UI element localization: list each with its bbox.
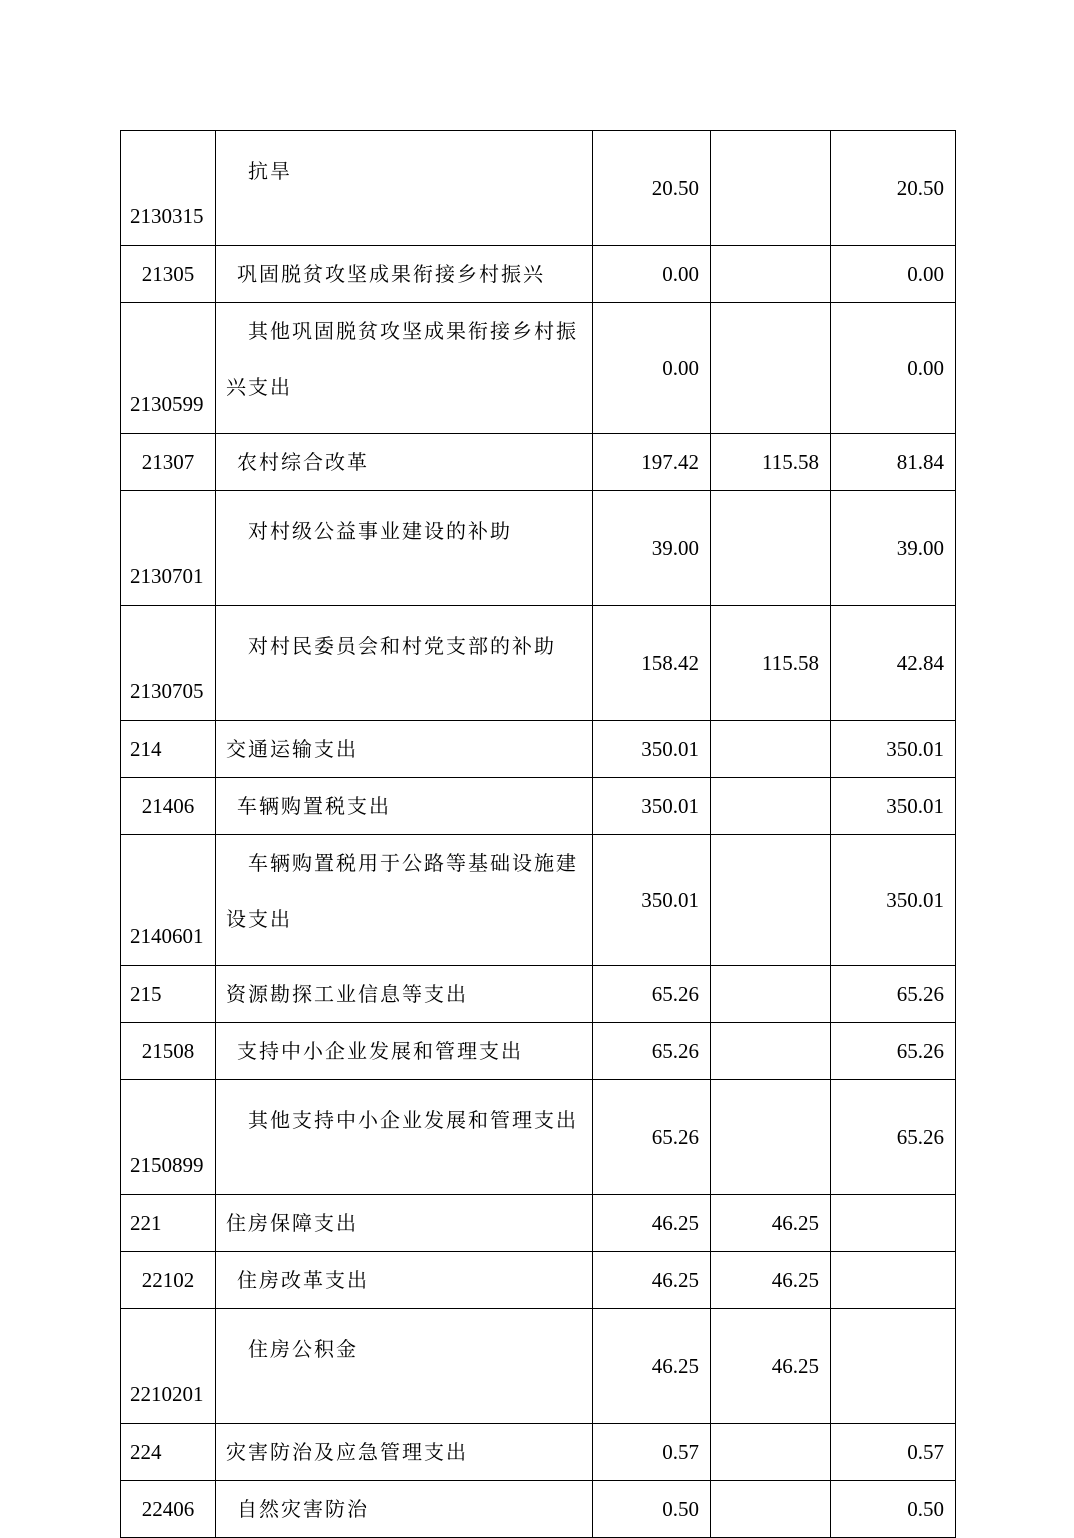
project-amount: 0.50 <box>831 1481 956 1538</box>
basic-amount <box>711 303 831 434</box>
subject-name: 支持中小企业发展和管理支出 <box>216 1023 593 1080</box>
table-row <box>121 1481 956 1538</box>
table-row <box>121 1252 956 1309</box>
subject-code: 2130705 <box>121 606 216 721</box>
subject-name: 巩固脱贫攻坚成果衔接乡村振兴 <box>216 246 593 303</box>
subject-name: 车辆购置税支出 <box>216 778 593 835</box>
project-amount: 0.57 <box>831 1424 956 1481</box>
total-amount: 350.01 <box>593 721 711 778</box>
table-row <box>121 1080 956 1195</box>
subject-code: 22102 <box>121 1252 216 1309</box>
basic-amount <box>711 1481 831 1538</box>
project-amount: 39.00 <box>831 491 956 606</box>
subject-code: 2150899 <box>121 1080 216 1195</box>
subject-name: 其他支持中小企业发展和管理支出 <box>216 1080 593 1195</box>
basic-amount <box>711 1023 831 1080</box>
total-amount: 20.50 <box>593 131 711 246</box>
total-amount: 65.26 <box>593 1023 711 1080</box>
basic-amount <box>711 835 831 966</box>
total-amount: 0.57 <box>593 1424 711 1481</box>
subject-name: 住房保障支出 <box>216 1195 593 1252</box>
table-row <box>121 246 956 303</box>
table-row <box>121 1195 956 1252</box>
basic-amount <box>711 966 831 1023</box>
table-row <box>121 303 956 434</box>
subject-name-line: 兴支出 <box>226 375 292 399</box>
subject-name: 对村级公益事业建设的补助 <box>216 491 593 606</box>
basic-amount: 46.25 <box>711 1195 831 1252</box>
subject-code: 224 <box>121 1424 216 1481</box>
subject-name: 抗旱 <box>216 131 593 246</box>
project-amount: 350.01 <box>831 835 956 966</box>
total-amount: 0.50 <box>593 1481 711 1538</box>
table-row <box>121 966 956 1023</box>
table-row <box>121 721 956 778</box>
subject-name-line: 其他巩固脱贫攻坚成果衔接乡村振 <box>248 319 578 343</box>
basic-amount: 115.58 <box>711 606 831 721</box>
subject-name: 农村综合改革 <box>216 434 593 491</box>
table-row <box>121 1023 956 1080</box>
basic-amount <box>711 1424 831 1481</box>
total-amount: 350.01 <box>593 778 711 835</box>
subject-code: 21307 <box>121 434 216 491</box>
total-amount: 0.00 <box>593 246 711 303</box>
budget-table <box>120 130 956 1538</box>
project-amount: 81.84 <box>831 434 956 491</box>
project-amount: 0.00 <box>831 303 956 434</box>
project-amount <box>831 1252 956 1309</box>
subject-name: 自然灾害防治 <box>216 1481 593 1538</box>
total-amount: 65.26 <box>593 1080 711 1195</box>
project-amount: 65.26 <box>831 1080 956 1195</box>
subject-code: 2130599 <box>121 303 216 434</box>
subject-name <box>216 835 593 966</box>
subject-name <box>216 303 593 434</box>
subject-name: 灾害防治及应急管理支出 <box>216 1424 593 1481</box>
subject-name: 住房公积金 <box>216 1309 593 1424</box>
basic-amount <box>711 778 831 835</box>
basic-amount <box>711 246 831 303</box>
total-amount: 46.25 <box>593 1195 711 1252</box>
total-amount: 350.01 <box>593 835 711 966</box>
total-amount: 0.00 <box>593 303 711 434</box>
table-row <box>121 835 956 966</box>
total-amount: 158.42 <box>593 606 711 721</box>
basic-amount: 46.25 <box>711 1252 831 1309</box>
total-amount: 65.26 <box>593 966 711 1023</box>
project-amount: 65.26 <box>831 1023 956 1080</box>
total-amount: 197.42 <box>593 434 711 491</box>
subject-name-line: 车辆购置税用于公路等基础设施建 <box>248 851 578 875</box>
basic-amount <box>711 1080 831 1195</box>
total-amount: 39.00 <box>593 491 711 606</box>
subject-code: 22406 <box>121 1481 216 1538</box>
subject-code: 21508 <box>121 1023 216 1080</box>
subject-code: 2210201 <box>121 1309 216 1424</box>
subject-name: 资源勘探工业信息等支出 <box>216 966 593 1023</box>
project-amount: 0.00 <box>831 246 956 303</box>
project-amount <box>831 1309 956 1424</box>
subject-name: 住房改革支出 <box>216 1252 593 1309</box>
subject-code: 2130701 <box>121 491 216 606</box>
project-amount: 65.26 <box>831 966 956 1023</box>
subject-code: 214 <box>121 721 216 778</box>
basic-amount <box>711 131 831 246</box>
project-amount: 42.84 <box>831 606 956 721</box>
subject-code: 221 <box>121 1195 216 1252</box>
basic-amount: 115.58 <box>711 434 831 491</box>
basic-amount: 46.25 <box>711 1309 831 1424</box>
table-row <box>121 1424 956 1481</box>
subject-name: 对村民委员会和村党支部的补助 <box>216 606 593 721</box>
basic-amount <box>711 491 831 606</box>
project-amount: 350.01 <box>831 721 956 778</box>
subject-code: 21406 <box>121 778 216 835</box>
table-row <box>121 131 956 246</box>
table-row <box>121 606 956 721</box>
total-amount: 46.25 <box>593 1309 711 1424</box>
project-amount: 350.01 <box>831 778 956 835</box>
subject-code: 21305 <box>121 246 216 303</box>
subject-code: 2140601 <box>121 835 216 966</box>
total-amount: 46.25 <box>593 1252 711 1309</box>
project-amount <box>831 1195 956 1252</box>
subject-code: 215 <box>121 966 216 1023</box>
subject-name-line: 设支出 <box>226 907 292 931</box>
table-row <box>121 434 956 491</box>
table-row <box>121 1309 956 1424</box>
subject-name: 交通运输支出 <box>216 721 593 778</box>
project-amount: 20.50 <box>831 131 956 246</box>
basic-amount <box>711 721 831 778</box>
subject-code: 2130315 <box>121 131 216 246</box>
table-row <box>121 491 956 606</box>
table-row <box>121 778 956 835</box>
